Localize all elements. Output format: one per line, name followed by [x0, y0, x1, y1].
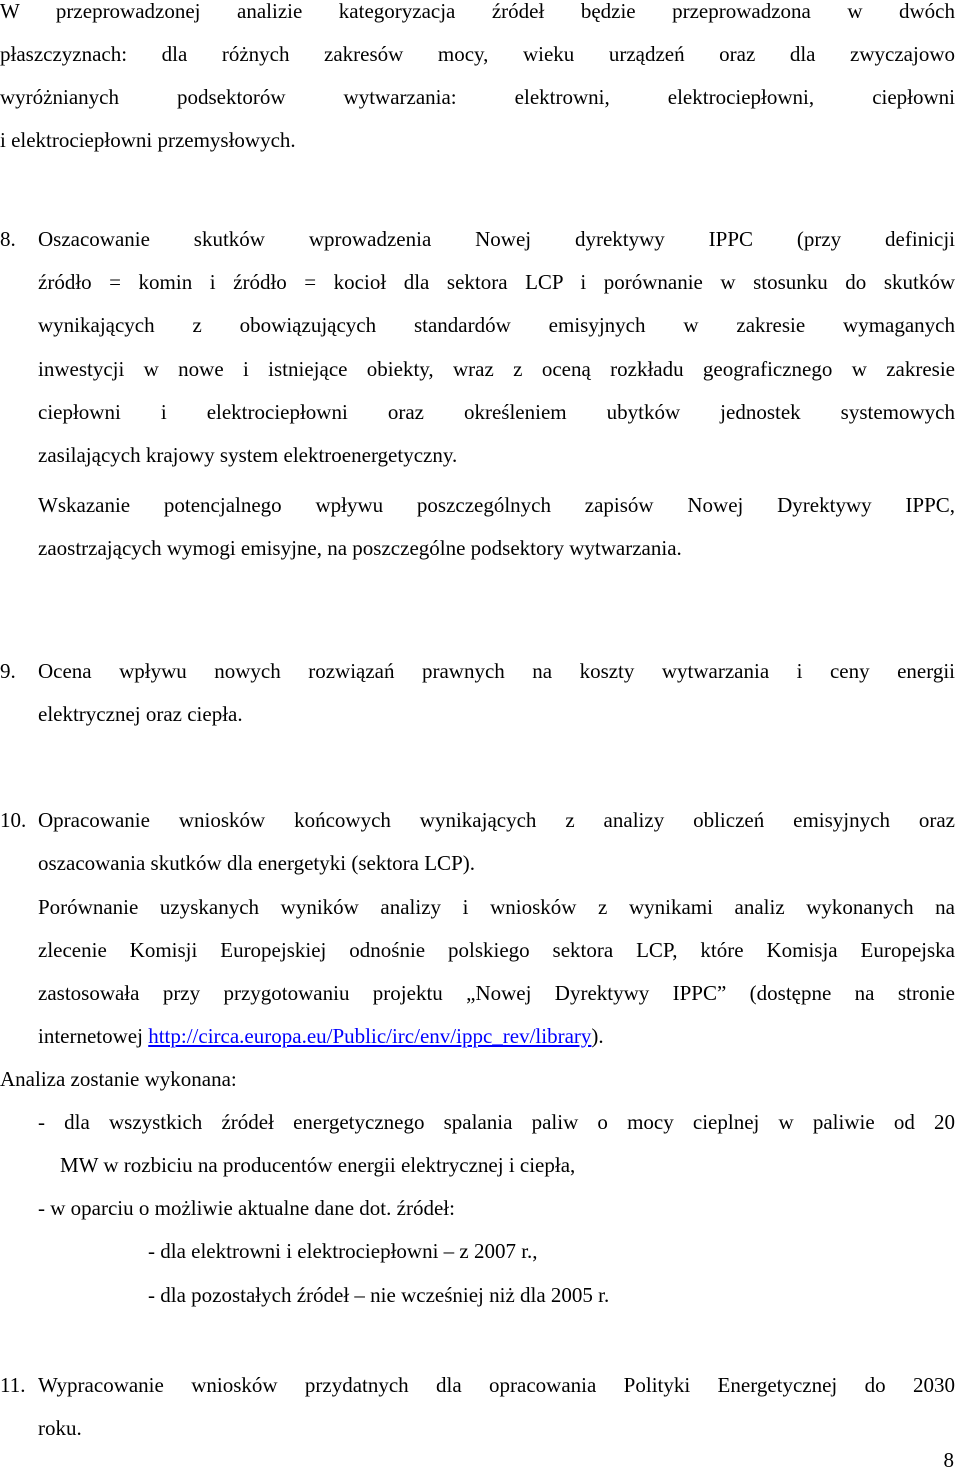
analysis-sub-1: - dla elektrowni i elektrociepłowni – z 2007 r.,	[148, 1239, 538, 1263]
analysis-bullet-2: - w oparciu o możliwie aktualne dane dot. źródeł:	[38, 1196, 455, 1220]
item-10-line-1: Opracowanie wniosków końcowych wynikających z analizy obliczeń emisyjnych oraz	[38, 808, 955, 832]
item-9-number: 9.	[0, 659, 16, 683]
item-10-link-line	[38, 1021, 604, 1051]
intro-line-1: W przeprowadzonej analizie kategoryzacja źródeł będzie przeprowadzona w dwóch	[0, 0, 955, 23]
item-8-extra-line-1: Wskazanie potencjalnego wpływu poszczególnych zapisów Nowej Dyrektywy IPPC,	[38, 493, 955, 517]
analysis-bullet-1-line-2: MW w rozbiciu na producentów energii elektrycznej i ciepła,	[60, 1153, 576, 1177]
link-suffix: ).	[591, 1024, 604, 1048]
item-8-line-3: wynikających z obowiązujących standardów emisyjnych w zakresie wymaganych	[38, 313, 955, 337]
intro-line-3: wyróżnianych podsektorów wytwarzania: elektrowni, elektrociepłowni, ciepłowni	[0, 85, 955, 109]
item-10-line-2: oszacowania skutków dla energetyki (sektora LCP).	[38, 851, 475, 875]
item-10-number: 10.	[0, 808, 27, 832]
item-8-line-1: Oszacowanie skutków wprowadzenia Nowej dyrektywy IPPC (przy definicji	[38, 227, 955, 251]
analysis-bullet-1-line-1: - dla wszystkich źródeł energetycznego spalania paliw o mocy cieplnej w paliwie od 20	[38, 1110, 955, 1134]
item-8-number: 8.	[0, 227, 16, 251]
item-10-extra-line-3: zastosowała przy przygotowaniu projektu „Nowej Dyrektywy IPPC” (dostępne na stronie	[38, 981, 955, 1005]
item-8-line-4: inwestycji w nowe i istniejące obiekty, wraz z oceną rozkładu geograficznego w zakresie	[38, 357, 955, 381]
item-8-extra-line-2: zaostrzających wymogi emisyjne, na poszczególne podsektory wytwarzania.	[38, 536, 682, 560]
item-8-line-5: ciepłowni i elektrociepłowni oraz określeniem ubytków jednostek systemowych	[38, 400, 955, 424]
page-number: 8	[943, 1448, 954, 1472]
link-prefix: internetowej	[38, 1024, 149, 1048]
intro-line-4: i elektrociepłowni przemysłowych.	[0, 128, 296, 152]
item-11-number: 11.	[0, 1373, 26, 1397]
item-9-line-2: elektrycznej oraz ciepła.	[38, 702, 243, 726]
item-9-line-1: Ocena wpływu nowych rozwiązań prawnych na koszty wytwarzania i ceny energii	[38, 659, 955, 683]
library-link[interactable]: http://circa.europa.eu/Public/irc/env/ippc_rev/library	[148, 1024, 592, 1048]
item-10-extra-line-2: zlecenie Komisji Europejskiej odnośnie polskiego sektora LCP, które Komisja Europejska	[38, 938, 955, 962]
item-10-extra-line-1: Porównanie uzyskanych wyników analizy i wniosków z wynikami analiz wykonanych na	[38, 895, 955, 919]
item-11-line-1: Wypracowanie wniosków przydatnych dla opracowania Polityki Energetycznej do 2030	[38, 1373, 955, 1397]
intro-line-2: płaszczyznach: dla różnych zakresów mocy, wieku urządzeń oraz dla zwyczajowo	[0, 42, 955, 66]
item-8-line-6: zasilających krajowy system elektroenergetyczny.	[38, 443, 458, 467]
item-11-line-2: roku.	[38, 1416, 82, 1440]
analysis-heading: Analiza zostanie wykonana:	[0, 1067, 237, 1091]
item-8-line-2: źródło = komin i źródło = kocioł dla sektora LCP i porównanie w stosunku do skutków	[38, 270, 955, 294]
analysis-sub-2: - dla pozostałych źródeł – nie wcześniej niż dla 2005 r.	[148, 1283, 610, 1307]
